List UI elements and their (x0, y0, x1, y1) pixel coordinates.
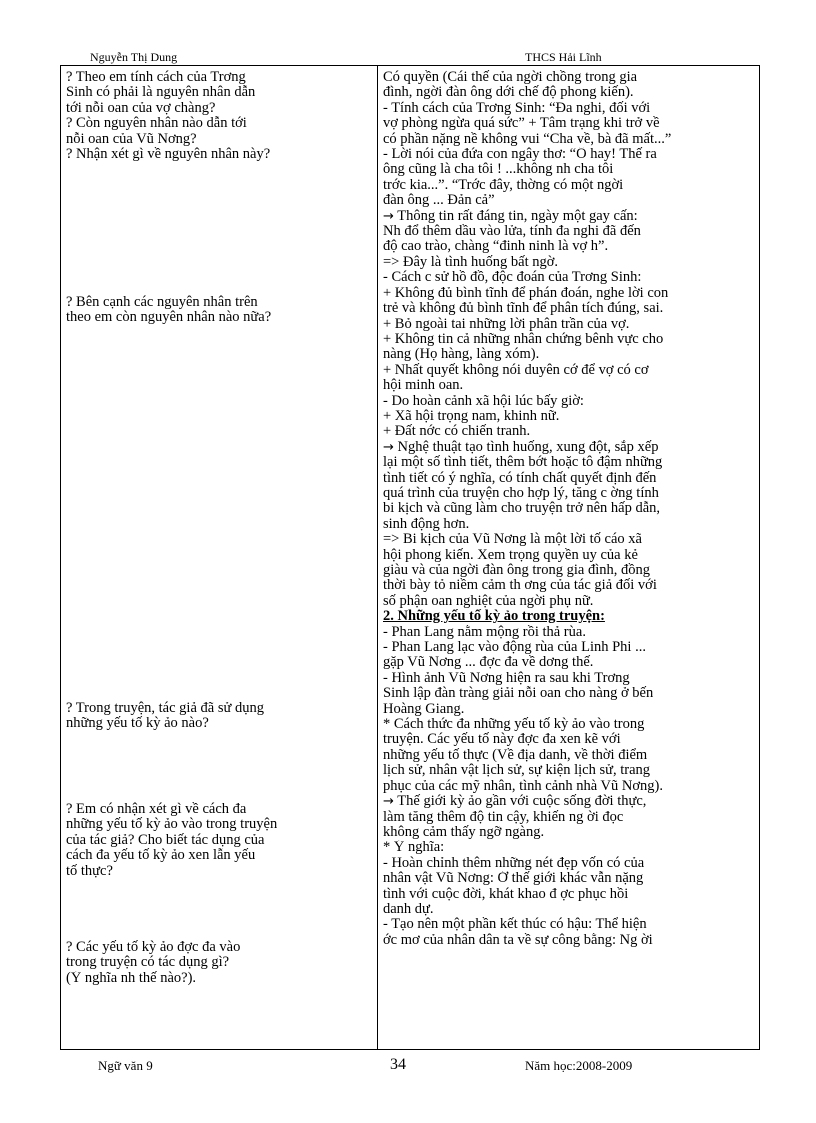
question-line: tố thực? (66, 863, 113, 879)
answer-text: Thế giới kỳ ảo gần với cuộc sống đời thực, (397, 794, 647, 810)
answer-line: + Nhất quyết không nói duyên cớ để vợ có cơ (383, 362, 649, 378)
question-line: theo em còn nguyên nhân nào nữa? (66, 310, 272, 326)
answer-line: + Không đủ bình tĩnh để phán đoán, nghe lời con (383, 285, 669, 301)
answer-line: ớc mơ của nhân dân ta về sự công bằng: Ng ời (383, 932, 653, 948)
answer-line: phục của các mỹ nhân, tình cảnh nhà Vũ Nơng). (383, 778, 663, 794)
answer-line: - Hình ảnh Vũ Nơng hiện ra sau khi Trơng (383, 670, 630, 686)
question-line: ? Các yếu tố kỳ ảo đợc đa vào (66, 940, 241, 955)
answer-line: tình với cuộc đời, khát khao đ ợc phục hồi (383, 886, 629, 902)
answer-line: trẻ và không đủ bình tĩnh để phân tích đúng, sai. (383, 301, 664, 317)
question-line: Sinh có phải là nguyên nhân dẫn (66, 85, 256, 101)
subject-label: Ngữ văn 9 (98, 1058, 153, 1073)
answer-line: danh dự. (383, 901, 434, 917)
answer-line: trớc kia...”. “Trớc đây, thờng có một ngời (383, 177, 624, 193)
question-line: cách đa yếu tố kỳ ảo xen lẫn yếu (66, 848, 256, 864)
question-line: những yếu tố kỳ ảo vào trong truyện (66, 817, 278, 833)
answer-line-with-arrow (383, 440, 757, 455)
question-line: ? Trong truyện, tác giả đã sử dụng (66, 701, 264, 716)
page-footer (60, 1058, 760, 1076)
answer-line: gặp Vũ Nơng ... đợc đa về dơng thế. (383, 655, 594, 671)
answer-line: tình tiết có ý nghĩa, có tính chất quyết định đến (383, 470, 657, 486)
right-arrow-icon: → (383, 208, 394, 224)
answer-line: + Xã hội trọng nam, khinh nữ. (383, 408, 560, 424)
answer-line: + Không tin cả những nhân chứng bênh vực cho (383, 331, 664, 347)
question-line: ? Bên cạnh các nguyên nhân trên (66, 295, 258, 310)
question-line: tới nỗi oan của vợ chàng? (66, 100, 216, 116)
page-number: 34 (390, 1056, 406, 1073)
question-line: trong truyện có tác dụng gì? (66, 955, 230, 971)
answer-line: + Bỏ ngoài tai những lời phân trần của vợ. (383, 316, 630, 332)
question-line: ? Theo em tính cách của Trơng (66, 70, 246, 85)
question-block (66, 70, 270, 162)
answer-line: hội phong kiến. Xem trọng quyền uy của kẻ (383, 547, 638, 563)
answer-line: không cảm thấy ngỡ ngàng. (383, 824, 545, 840)
answer-line: lại một số tình tiết, thêm bớt hoặc tô đậm những (383, 455, 663, 471)
school-year: Năm học:2008-2009 (525, 1058, 633, 1073)
answer-line: nhân vật Vũ Nơng: Ở thế giới khác vẫn nặng (383, 871, 644, 887)
answer-line: - Phan Lang nằm mộng rồi thả rùa. (383, 624, 586, 640)
answer-line: ông cũng là cha tôi ! ...không nh cha tôi (383, 162, 614, 178)
question-line: ? Còn nguyên nhân nào dẫn tới (66, 116, 247, 132)
answer-line: Hoàng Giang. (383, 701, 465, 717)
answer-line: hội minh oan. (383, 378, 464, 394)
answer-line: những yếu tố thực (Về địa danh, về thời điểm (383, 747, 648, 763)
answer-line: Có quyền (Cái thế của ngời chồng trong gia (383, 70, 638, 85)
school-name: THCS Hải Lĩnh (525, 50, 602, 64)
page-header (60, 50, 760, 66)
answer-line: * Cách thức đa những yếu tố kỳ ảo vào trong (383, 717, 645, 733)
answer-text: Nghệ thuật tạo tình huống, xung đột, sắp xếp (397, 439, 659, 455)
answer-line: Nh đổ thêm dầu vào lửa, tính đa nghi đã đến (383, 224, 641, 240)
answer-line: độ cao trào, chàng “đinh ninh là vợ h”. (383, 239, 609, 255)
answer-line: - Tạo nên một phần kết thúc có hậu: Thể hiện (383, 917, 647, 933)
answer-line: truyện. Các yếu tố này đợc đa xen kẽ với (383, 732, 621, 748)
answer-line: quá trình của truyện cho hợp lý, tăng c ờng tính (383, 485, 659, 501)
answer-line: đàn ông ... Đản cả” (383, 193, 495, 209)
answer-line-with-arrow (383, 794, 757, 809)
question-block (66, 940, 240, 986)
question-line: ? Em có nhận xét gì về cách đa (66, 802, 247, 817)
answer-line: Sinh lập đàn tràng giải nỗi oan cho nàng ở bến (383, 686, 654, 702)
right-arrow-icon: → (383, 794, 394, 810)
answer-line-with-arrow (383, 209, 757, 224)
answer-line: lịch sử, nhân vật lịch sử, sự kiện lịch sử, trang (383, 763, 651, 779)
question-line: của tác giả? Cho biết tác dụng của (66, 832, 265, 848)
right-arrow-icon: → (383, 439, 394, 455)
question-block (66, 701, 264, 732)
answer-line: => Đây là tình huống bất ngờ. (383, 254, 559, 270)
answer-line: thời bày tỏ niềm cảm th ơng của tác giả đối với (383, 578, 657, 594)
answer-line: đình, ngời đàn ông dới chế độ phong kiến). (383, 85, 634, 101)
answer-line: - Phan Lang lạc vào động rùa của Linh Phi ... (383, 640, 646, 656)
question-line: nỗi oan của Vũ Nơng? (66, 131, 197, 147)
answer-line: sinh động hơn. (383, 516, 470, 532)
question-block (66, 802, 277, 879)
answer-line: làm tăng thêm độ tin cậy, khiến ng ời đọc (383, 809, 624, 825)
section-heading: 2. Những yếu tố kỳ ảo trong truyện: (383, 609, 605, 625)
answer-line: + Đất nớc có chiến tranh. (383, 424, 531, 440)
author-name: Nguyễn Thị Dung (90, 50, 178, 64)
answer-line: bi kịch và cũng làm cho truyện trở nên hấp dẫn, (383, 501, 661, 517)
lesson-table (60, 65, 760, 1050)
answer-line: - Lời nói của đứa con ngây thơ: “Ô hay! Thế ra (383, 147, 657, 163)
answer-line: có phần nặng nề không vui “Cha về, bà đã mất...” (383, 131, 672, 147)
answers-column (383, 70, 757, 948)
question-block (66, 295, 271, 326)
answer-line: vợ phòng ngừa quá sức” + Tâm trạng khi trở về (383, 116, 660, 132)
answer-line: - Tính cách của Trơng Sinh: “Đa nghi, đối với (383, 100, 651, 116)
question-line: (Ý nghĩa nh thế nào?). (66, 970, 197, 986)
answer-line: => Bi kịch của Vũ Nơng là một lời tố cáo xã (383, 532, 642, 548)
column-divider (377, 66, 378, 1049)
answer-line: - Hoàn chỉnh thêm những nét đẹp vốn có của (383, 855, 645, 871)
answer-line: nàng (Họ hàng, làng xóm). (383, 347, 540, 363)
answer-text: Thông tin rất đáng tin, ngày một gay cấn: (397, 208, 638, 224)
answer-line: * Ý nghĩa: (383, 840, 445, 856)
answer-line: - Cách c sử hồ đồ, độc đoán của Trơng Sinh: (383, 270, 642, 286)
question-line: ? Nhận xét gì về nguyên nhân này? (66, 147, 271, 163)
question-line: những yếu tố kỳ ảo nào? (66, 716, 209, 732)
answer-line: số phận oan nghiệt của ngời phụ nữ. (383, 593, 594, 609)
answer-line: giàu và của ngời đàn ông trong gia đình, đồng (383, 563, 651, 578)
answer-line: - Do hoàn cảnh xã hội lúc bấy giờ: (383, 393, 584, 409)
